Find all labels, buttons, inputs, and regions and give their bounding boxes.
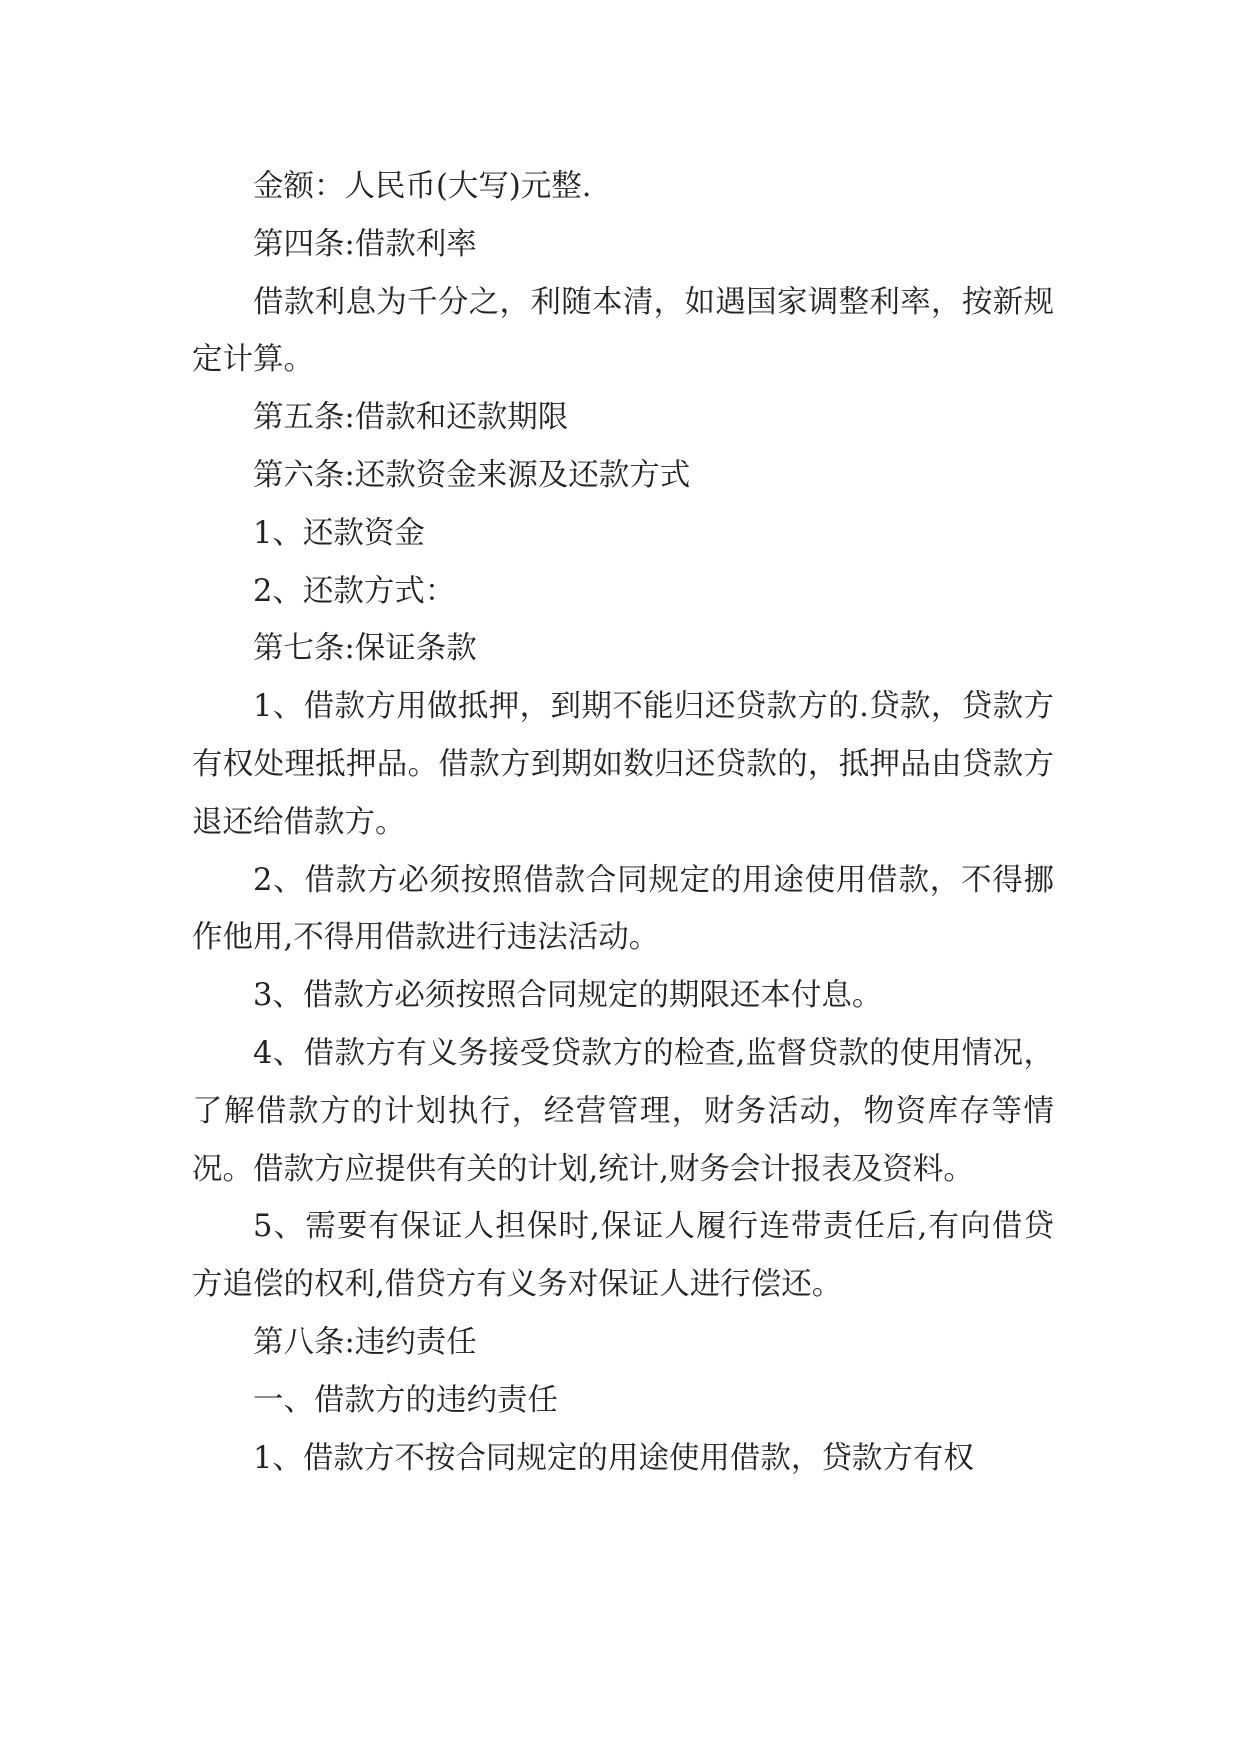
paragraph-repayment-funds: 1、还款资金 bbox=[253, 515, 425, 551]
paragraph-repayment-method: 2、还款方式： bbox=[253, 573, 456, 609]
heading-article-5: 第五条:借款和还款期限 bbox=[253, 400, 569, 436]
paragraph-guarantee-2: 2、借款方必须按照借款合同规定的用途使用借款，不得挪作他用,不得用借款进行违法活动。 bbox=[192, 862, 1054, 956]
paragraph-guarantee-5: 5、需要有保证人担保时,保证人履行连带责任后,有向借贷方追偿的权利,借贷方有义务对保证人进行偿还。 bbox=[192, 1209, 1054, 1303]
heading-article-7: 第七条:保证条款 bbox=[253, 631, 477, 667]
heading-article-8: 第八条:违约责任 bbox=[253, 1324, 477, 1360]
paragraph-guarantee-4: 4、借款方有义务接受贷款方的检查,监督贷款的使用情况，了解借款方的计划执行，经营管理，财务活动，物资库存等情况。借款方应提供有关的计划,统计,财务会计报表及资料。 bbox=[192, 1035, 1054, 1187]
heading-article-6: 第六条:还款资金来源及还款方式 bbox=[253, 457, 691, 493]
paragraph-guarantee-3: 3、借款方必须按照合同规定的期限还本付息。 bbox=[253, 978, 883, 1014]
paragraph-amount: 金额：人民币(大写)元整. bbox=[253, 169, 592, 204]
paragraph-interest-rate: 借款利息为千分之，利随本清，如遇国家调整利率，按新规定计算。 bbox=[192, 284, 1054, 378]
document-body bbox=[192, 158, 1054, 1487]
paragraph-liability-1: 1、借款方不按合同规定的用途使用借款，贷款方有权 bbox=[253, 1440, 974, 1476]
heading-article-4: 第四条:借款利率 bbox=[253, 226, 477, 262]
paragraph-guarantee-1: 1、借款方用做抵押，到期不能归还贷款方的.贷款，贷款方有权处理抵押品。借款方到期如数归还贷款的，抵押品由贷款方退还给借款方。 bbox=[192, 689, 1054, 840]
paragraph-borrower-liability: 一、借款方的违约责任 bbox=[253, 1382, 558, 1418]
